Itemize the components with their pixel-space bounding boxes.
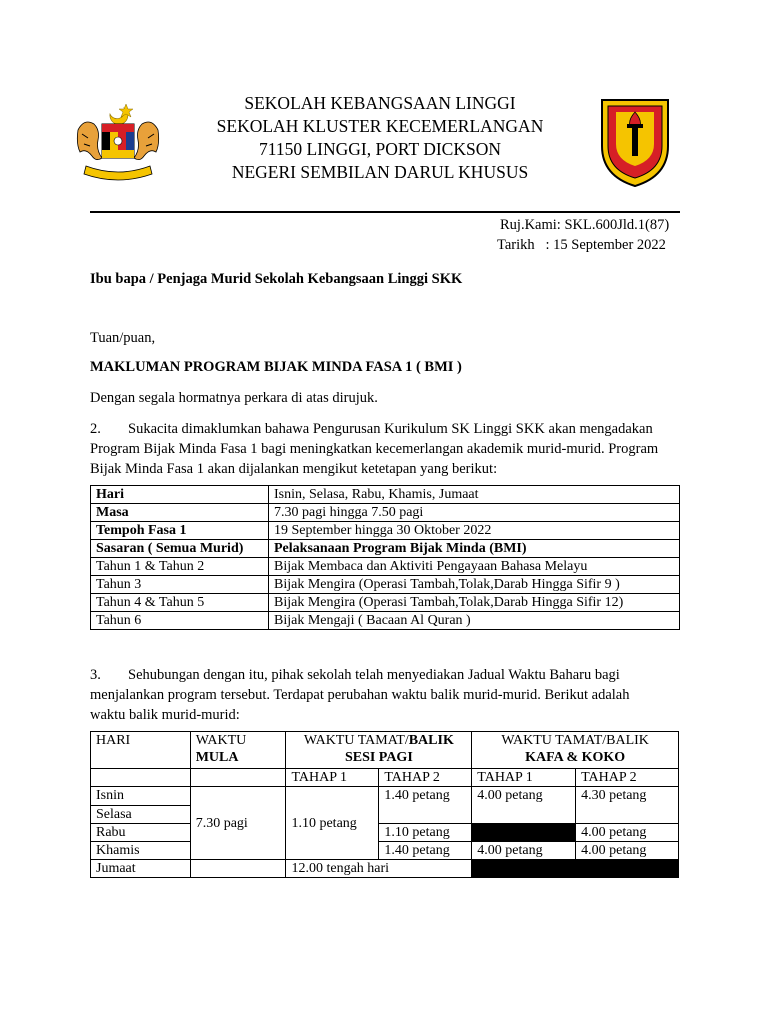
table-key: Tahun 3	[91, 576, 269, 594]
para3-line2: menjalankan program tersebut. Terdapat perubahan waktu balik murid-murid. Berikut adalah	[90, 687, 630, 703]
table-value: Pelaksanaan Program Bijak Minda (BMI)	[269, 540, 680, 558]
header-hari: HARI	[91, 732, 191, 769]
day-cell: Khamis	[91, 842, 191, 860]
para3-number: 3.	[90, 667, 101, 683]
table-value: Bijak Mengira (Operasi Tambah,Tolak,Darab Hingga Sifir 9 )	[269, 576, 680, 594]
pagi-tahap1-cell: 1.10 petang	[286, 787, 379, 860]
kafa-tahap2-khamis: 4.00 petang	[576, 842, 679, 860]
reference-block	[480, 215, 669, 255]
paragraph-3	[90, 665, 678, 725]
school-address: 71150 LINGGI, PORT DICKSON	[258, 139, 501, 159]
kafa-tahap2-rabu: 4.00 petang	[576, 824, 679, 842]
header-waktu-mula-line1: WAKTU	[195, 733, 247, 748]
para3-line3: waktu balik murid-murid:	[90, 707, 240, 723]
table-row	[91, 522, 680, 540]
school-cluster: SEKOLAH KLUSTER KECEMERLANGAN	[216, 116, 544, 136]
table-key: Tahun 4 & Tahun 5	[91, 594, 269, 612]
paragraph-1: Dengan segala hormatnya perkara di atas dirujuk.	[90, 390, 378, 406]
letter-date: Tarikh : 15 September 2022	[497, 237, 666, 253]
day-cell: Jumaat	[91, 860, 191, 878]
para3-line1: Sehubungan dengan itu, pihak sekolah telah menyediakan Jadual Waktu Baharu bagi	[128, 667, 620, 683]
coat-of-arms-logo	[72, 100, 164, 182]
para2-line1: Sukacita dimaklumkan bahawa Pengurusan Kurikulum SK Linggi SKK akan mengadakan	[128, 421, 653, 437]
table-row	[91, 486, 680, 504]
table-row	[91, 612, 680, 630]
blacked-cell	[472, 824, 576, 842]
schedule-table	[90, 731, 679, 878]
pagi-tahap2-isnin: 1.40 petang	[379, 787, 472, 824]
table-row	[91, 558, 680, 576]
header-waktu-mula	[190, 732, 286, 769]
jumaat-pagi-cell: 12.00 tengah hari	[286, 860, 472, 878]
pagi-tahap2-rabu: 1.10 petang	[379, 824, 472, 842]
header-tahap2-pagi: TAHAP 2	[379, 769, 472, 787]
header-sesi-pagi-line1a: WAKTU TAMAT/	[303, 733, 409, 748]
school-state: NEGERI SEMBILAN DARUL KHUSUS	[231, 162, 529, 182]
table-row	[91, 824, 679, 842]
school-header	[190, 92, 570, 184]
start-time-cell: 7.30 pagi	[190, 787, 286, 860]
empty-cell	[91, 769, 191, 787]
para2-number: 2.	[90, 421, 101, 437]
table-row	[91, 540, 680, 558]
header-sesi-pagi	[286, 732, 472, 769]
school-logo	[598, 96, 672, 188]
header-tahap1-pagi: TAHAP 1	[286, 769, 379, 787]
table-key: Tempoh Fasa 1	[91, 522, 269, 540]
table-row	[91, 860, 679, 878]
header-divider	[90, 211, 680, 213]
table-header-row	[91, 732, 679, 769]
table-key: Tahun 1 & Tahun 2	[91, 558, 269, 576]
table-row	[91, 842, 679, 860]
day-cell: Selasa	[91, 805, 191, 824]
para2-line2: Program Bijak Minda Fasa 1 bagi meningkatkan kecemerlangan akademik murid-murid. Program	[90, 441, 659, 457]
table-key: Hari	[91, 486, 269, 504]
para2-line3: Bijak Minda Fasa 1 akan dijalankan mengikut ketetapan yang berikut:	[90, 461, 498, 477]
kafa-tahap1-isnin: 4.00 petang	[472, 787, 576, 824]
day-cell: Isnin	[91, 787, 191, 806]
program-table	[90, 485, 680, 630]
header-waktu-mula-line2: MULA	[195, 750, 239, 765]
table-value: Bijak Mengaji ( Bacaan Al Quran )	[269, 612, 680, 630]
table-value: Isnin, Selasa, Rabu, Khamis, Jumaat	[269, 486, 680, 504]
table-subheader-row	[91, 769, 679, 787]
table-row	[91, 504, 680, 522]
header-kafa-line1: WAKTU TAMAT/BALIK	[501, 733, 649, 748]
header-sesi-pagi-line1b: BALIK	[408, 733, 454, 748]
school-name: SEKOLAH KEBANGSAAN LINGGI	[244, 93, 516, 113]
header-kafa-line2: KAFA & KOKO	[525, 750, 626, 765]
header-kafa-koko	[472, 732, 679, 769]
table-value: 19 September hingga 30 Oktober 2022	[269, 522, 680, 540]
pagi-tahap2-khamis: 1.40 petang	[379, 842, 472, 860]
table-key: Masa	[91, 504, 269, 522]
kafa-tahap1-khamis: 4.00 petang	[472, 842, 576, 860]
day-cell: Rabu	[91, 824, 191, 842]
kafa-tahap2-isnin: 4.30 petang	[576, 787, 679, 824]
empty-cell	[190, 860, 286, 878]
subject-line: MAKLUMAN PROGRAM BIJAK MINDA FASA 1 ( BMI )	[90, 359, 462, 375]
table-value: Bijak Mengira (Operasi Tambah,Tolak,Darab Hingga Sifir 12)	[269, 594, 680, 612]
empty-cell	[190, 769, 286, 787]
header-sesi-pagi-line2: SESI PAGI	[344, 750, 413, 765]
recipient-line: Ibu bapa / Penjaga Murid Sekolah Kebangsaan Linggi SKK	[90, 271, 463, 287]
salutation: Tuan/puan,	[90, 330, 156, 346]
header-tahap2-kafa: TAHAP 2	[576, 769, 679, 787]
table-key: Tahun 6	[91, 612, 269, 630]
table-row	[91, 594, 680, 612]
paragraph-2	[90, 419, 678, 479]
table-row	[91, 576, 680, 594]
blacked-cell	[472, 860, 679, 878]
table-key: Sasaran ( Semua Murid)	[91, 540, 269, 558]
table-value: 7.30 pagi hingga 7.50 pagi	[269, 504, 680, 522]
reference-number: Ruj.Kami: SKL.600Jld.1(87)	[500, 217, 670, 233]
header-tahap1-kafa: TAHAP 1	[472, 769, 576, 787]
table-value: Bijak Membaca dan Aktiviti Pengayaan Bahasa Melayu	[269, 558, 680, 576]
table-row	[91, 787, 679, 806]
